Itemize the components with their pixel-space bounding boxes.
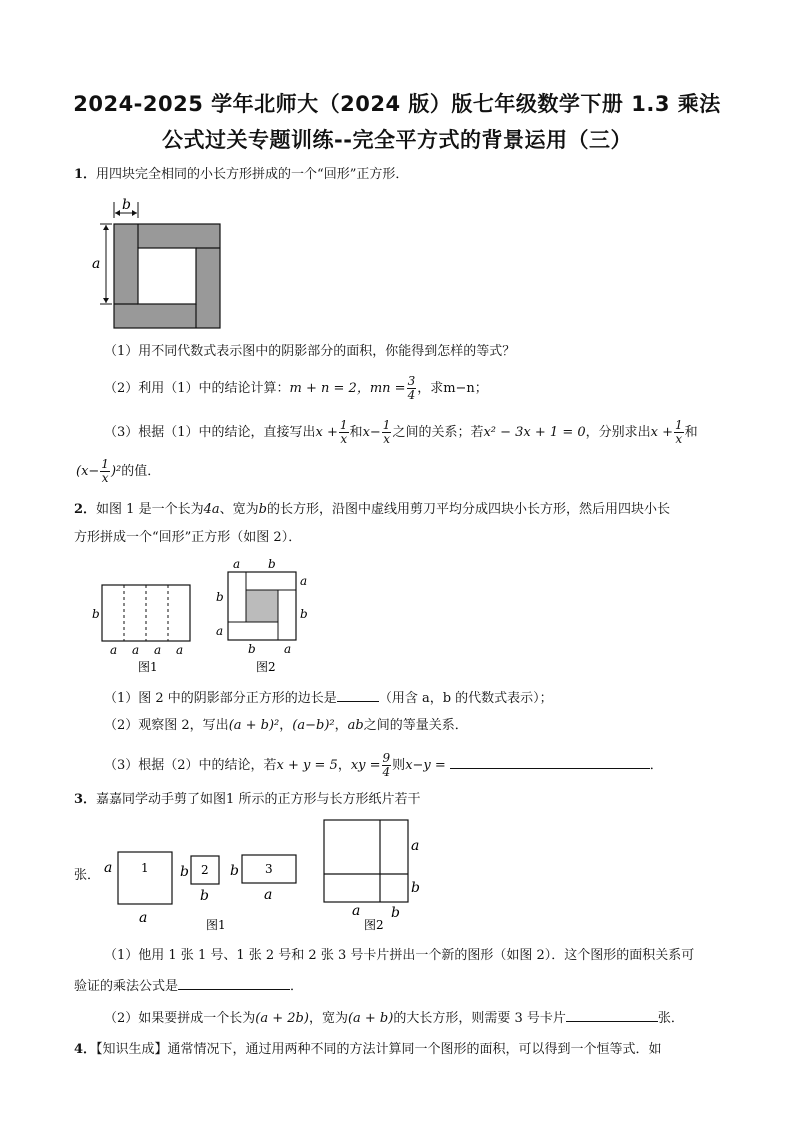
q2-part1-prefix: （1）图 2 中的阴影部分正方形的边长是 <box>104 691 337 706</box>
q1-fig-b-label: b <box>122 197 131 213</box>
expr-x-plus: x + <box>315 425 338 440</box>
q2-part3: （3）根据（2）中的结论，若x + y = 5，xy = $\frac{9}{4}$ 则x−y = ． <box>104 751 663 779</box>
q3-part2-end: 张． <box>657 1011 684 1026</box>
q1-part3-mid2: ，分别求出 <box>585 425 651 440</box>
expr-open: (x− <box>76 464 100 479</box>
q2-stem-line1 <box>74 500 670 520</box>
expr-a-plus-b: (a + b) <box>347 1011 394 1026</box>
title-line-2: 公式过关专题训练--完全平方式的背景运用（三） <box>162 128 632 152</box>
q3-card3-number: 3 <box>265 862 273 876</box>
q1-part2-prefix: （2）利用（1）中的结论计算： <box>104 381 290 396</box>
q2-part2: （2）观察图 2，写出(a + b)²，(a−b)²，ab之间的等量关系． <box>104 718 468 733</box>
frac-denominator: x <box>340 432 348 446</box>
expr-x-minus-y: x−y = <box>405 758 446 773</box>
q2-part1 <box>104 687 553 709</box>
q1-part2-equation: m + n = 2，mn = <box>289 381 406 396</box>
q3-part1-line2 <box>74 975 303 997</box>
q1-part3-line1 <box>104 419 698 446</box>
q3-part2 <box>104 1007 684 1029</box>
fraction-3-4 <box>407 375 417 402</box>
q2-part1-answer-blank[interactable] <box>337 687 379 702</box>
q2-part3-prefix: （3）根据（2）中的结论，若 <box>104 758 277 773</box>
q1-part3-mid: 之间的关系；若 <box>392 425 484 440</box>
q2-fig1-a1: a <box>110 643 118 657</box>
frac-numerator: 1 <box>101 457 109 471</box>
q2-part3-end: ． <box>649 758 663 773</box>
q3-part2-answer-blank[interactable] <box>566 1007 658 1022</box>
q3-number: 3． <box>74 792 97 807</box>
q1-stem: 用四块完全相同的小长方形拼成的一个“回形”正方形． <box>96 167 409 182</box>
frac-numerator: 9 <box>382 751 391 765</box>
q1-number: 1． <box>74 167 97 182</box>
q3-card2-b-left: b <box>180 864 189 880</box>
q1-part2-suffix: ，求m−n； <box>417 381 488 396</box>
expr-x-plus-y: x + y = 5 <box>276 758 338 773</box>
q2-fig1-a4: a <box>176 643 184 657</box>
q2-fig2-caption: 图2 <box>256 660 276 674</box>
q1-figure <box>88 196 228 330</box>
q2-fig2-right-b: b <box>300 607 308 621</box>
q2-fig2-top-a: a <box>233 557 241 571</box>
q2-stem-line2: 方形拼成一个“回形”正方形（如图 2）． <box>74 530 302 545</box>
q1-stem-line <box>74 165 408 185</box>
q2-fig2-bottom-a: a <box>284 642 292 656</box>
expr-xy: xy = <box>350 758 381 773</box>
q2-part3-answer-blank[interactable] <box>450 754 650 769</box>
q3-stem-line <box>74 790 420 810</box>
q3-part1-end: ． <box>290 979 304 994</box>
frac-denominator: x <box>101 471 109 485</box>
expr-a-plus-b-sq: (a + b)² <box>228 718 280 733</box>
q3-card1-a-left: a <box>104 860 113 876</box>
q1-part3-and: 和 <box>349 425 363 440</box>
q1-part3-equation: x² − 3x + 1 = 0 <box>483 425 586 440</box>
q2-fig1-a3: a <box>154 643 162 657</box>
frac-numerator: 1 <box>382 418 391 432</box>
q1-part3-line2 <box>76 458 160 485</box>
title-line-1: 2024-2025 学年北师大（2024 版）版七年级数学下册 1.3 乘法 <box>73 92 721 116</box>
frac-denominator: x <box>675 432 683 446</box>
q2-stem-part-a: 如图 1 是一个长为 <box>96 502 204 517</box>
q2-fig2-right-a: a <box>300 574 308 588</box>
fraction-1-x <box>339 419 349 446</box>
frac-denominator: 4 <box>407 388 416 402</box>
expr-close: )² <box>110 464 122 479</box>
q2-stem-part-b: 、宽为 <box>219 502 259 517</box>
q2-number: 2． <box>74 502 97 517</box>
q1-part1: （1）用不同代数式表示图中的阴影部分的面积，你能得到怎样的等式？ <box>104 344 516 359</box>
expr-ab: ab <box>347 718 364 733</box>
q2-stem-b: b <box>258 502 267 517</box>
q1-part3-suffix: 的值． <box>121 464 161 479</box>
q2-part3-then: 则 <box>392 758 406 773</box>
q3-fig2-a-bottom: a <box>352 903 361 919</box>
q1-fig-a-label: a <box>92 256 101 272</box>
q2-fig1-caption: 图1 <box>138 660 158 674</box>
q3-card2-b-bottom: b <box>200 888 209 904</box>
q1-part3-and2: 和 <box>684 425 698 440</box>
q2-fig2-left-b: b <box>216 590 224 604</box>
q3-fig2-b-bottom: b <box>391 905 400 921</box>
q1-part2 <box>104 375 488 402</box>
q3-card3-b-left: b <box>230 863 239 879</box>
frac-denominator: 4 <box>382 765 391 779</box>
q3-card2-number: 2 <box>201 863 209 877</box>
expr-a-plus-2b: (a + 2b) <box>255 1011 309 1026</box>
frac-numerator: 1 <box>675 418 683 432</box>
q2-stem-4a: 4a <box>203 502 220 517</box>
q3-card1-a-bottom: a <box>139 910 148 926</box>
q2-fig1-b: b <box>92 607 100 621</box>
fraction-1-x <box>382 419 392 446</box>
q2-stem-part-c: 的长方形，沿图中虚线用剪刀平均分成四块小长方形，然后用四块小长 <box>266 502 670 517</box>
q3-fig2-b-right: b <box>411 880 420 896</box>
q2-part2-suffix: 之间的等量关系． <box>363 718 468 733</box>
q2-fig2-bottom-b: b <box>248 642 256 656</box>
q4-number: 4． <box>74 1042 97 1057</box>
q2-part1-suffix: （用含 a，b 的代数式表示）； <box>378 691 553 706</box>
q3-fig1-caption: 图1 <box>206 918 226 932</box>
fraction-1-x <box>674 419 684 446</box>
q4-stem: 【知识生成】通常情况下，通过用两种不同的方法计算同一个图形的面积，可以得到一个恒等式．如 <box>96 1042 662 1057</box>
q2-part2-prefix: （2）观察图 2，写出 <box>104 718 229 733</box>
q3-stem: 嘉嘉同学动手剪了如图1 所示的正方形与长方形纸片若干 <box>96 792 421 807</box>
q3-part2-mid: ，宽为 <box>308 1011 348 1026</box>
expr-x-minus: x− <box>362 425 381 440</box>
q3-fig2-caption: 图2 <box>364 918 384 932</box>
q2-fig1-a2: a <box>132 643 140 657</box>
frac-numerator: 1 <box>339 418 348 432</box>
frac-denominator: x <box>383 432 390 446</box>
q3-part2-prefix: （2）如果要拼成一个长为 <box>104 1011 256 1026</box>
fraction-1-x <box>100 458 110 485</box>
q3-zhang: 张． <box>74 868 101 883</box>
q3-fig2-a-right: a <box>411 838 420 854</box>
q4-stem-line <box>74 1040 662 1060</box>
q3-card1-number: 1 <box>141 861 149 875</box>
expr-x-plus: x + <box>650 425 673 440</box>
q3-part1-line1: （1）他用 1 张 1 号、1 张 2 号和 2 张 3 号卡片拼出一个新的图形（如图 2）．这个图形的面积关系可 <box>104 948 695 963</box>
expr-a-minus-b-sq: (a−b)² <box>292 718 335 733</box>
q2-fig2-left-a: a <box>216 624 224 638</box>
q3-part2-mid2: 的大长方形，则需要 3 号卡片 <box>393 1011 566 1026</box>
q2-fig2-top-b: b <box>268 557 276 571</box>
q3-part1-prefix: 验证的乘法公式是 <box>74 979 179 994</box>
q3-part1-answer-blank[interactable] <box>178 975 290 990</box>
frac-numerator: 3 <box>407 374 416 388</box>
q3-card3-a-bottom: a <box>264 887 273 903</box>
q1-part3-prefix: （3）根据（1）中的结论，直接写出 <box>104 425 316 440</box>
q3-figures <box>96 814 436 938</box>
q2-figures <box>88 554 328 680</box>
fraction-9-4 <box>382 752 392 779</box>
